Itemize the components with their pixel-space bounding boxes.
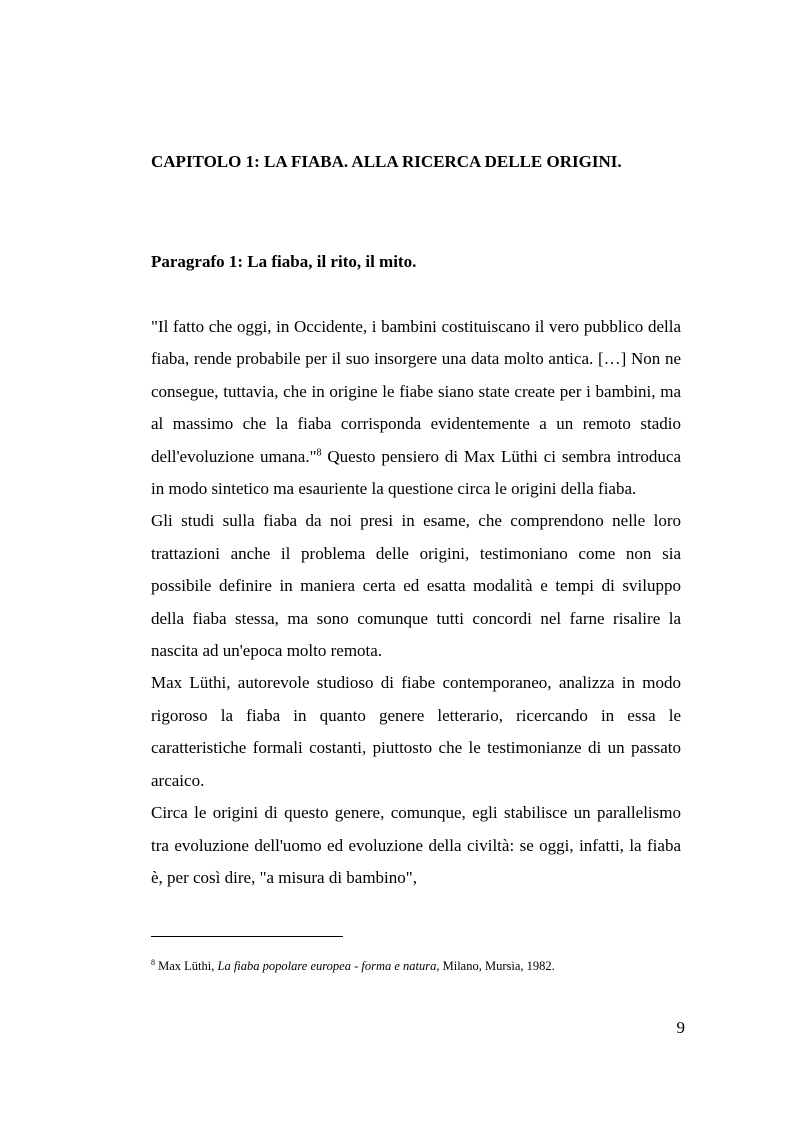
paragraph-1-quote: "Il fatto che oggi, in Occidente, i bambini costituiscano il vero pubblico della fiaba, rende probabile per il suo insorgere una data molto antica. […] Non ne consegue, tuttavia, che in origine le fiabe siano state create per i bambini, ma al massimo che la fiaba corrisponda evidentemente a un remoto stadio dell'evoluzione umana." (151, 317, 681, 466)
page-number: 9 (676, 1018, 685, 1037)
section-title: Paragrafo 1: La fiaba, il rito, il mito. (151, 252, 417, 271)
paragraph-4: Circa le origini di questo genere, comunque, egli stabilisce un parallelismo tra evoluzione dell'uomo ed evoluzione della civiltà: se oggi, infatti, la fiaba è, per così dire, "a misura di bambino", (151, 803, 681, 887)
paragraph-2: Gli studi sulla fiaba da noi presi in esame, che comprendono nelle loro trattazioni anche il problema delle origini, testimoniano come non sia possibile definire in maniera certa ed esatta modalità e tempi di sviluppo della fiaba stessa, ma sono comunque tutti concordi nel farne risalire la nascita ad un'epoca molto remota. (151, 511, 681, 661)
footnote-book-title: La fiaba popolare europea - forma e natura, (217, 959, 440, 973)
paragraph-1 (151, 311, 681, 505)
footnote-reference[interactable]: 8 (316, 446, 322, 458)
paragraph-3: Max Lüthi, autorevole studioso di fiabe contemporaneo, analizza in modo rigoroso la fiaba in quanto genere letterario, ricercando in essa le caratteristiche formali costanti, piuttosto che le testimonianze di un passato arcaico. (151, 673, 681, 790)
footnote (151, 958, 555, 974)
chapter-title: CAPITOLO 1: LA FIABA. ALLA RICERCA DELLE ORIGINI. (151, 152, 622, 171)
footnote-publication: Milano, Mursia, 1982. (442, 959, 555, 973)
body-text (151, 311, 681, 894)
paragraph-1-rest: Questo pensiero di Max Lüthi ci sembra introduca in modo sintetico ma esauriente la questione circa le origini della fiaba. (151, 446, 681, 499)
footnote-number: 8 (151, 957, 155, 967)
footnote-divider (151, 936, 343, 937)
footnote-author: Max Lüthi, (158, 959, 215, 973)
